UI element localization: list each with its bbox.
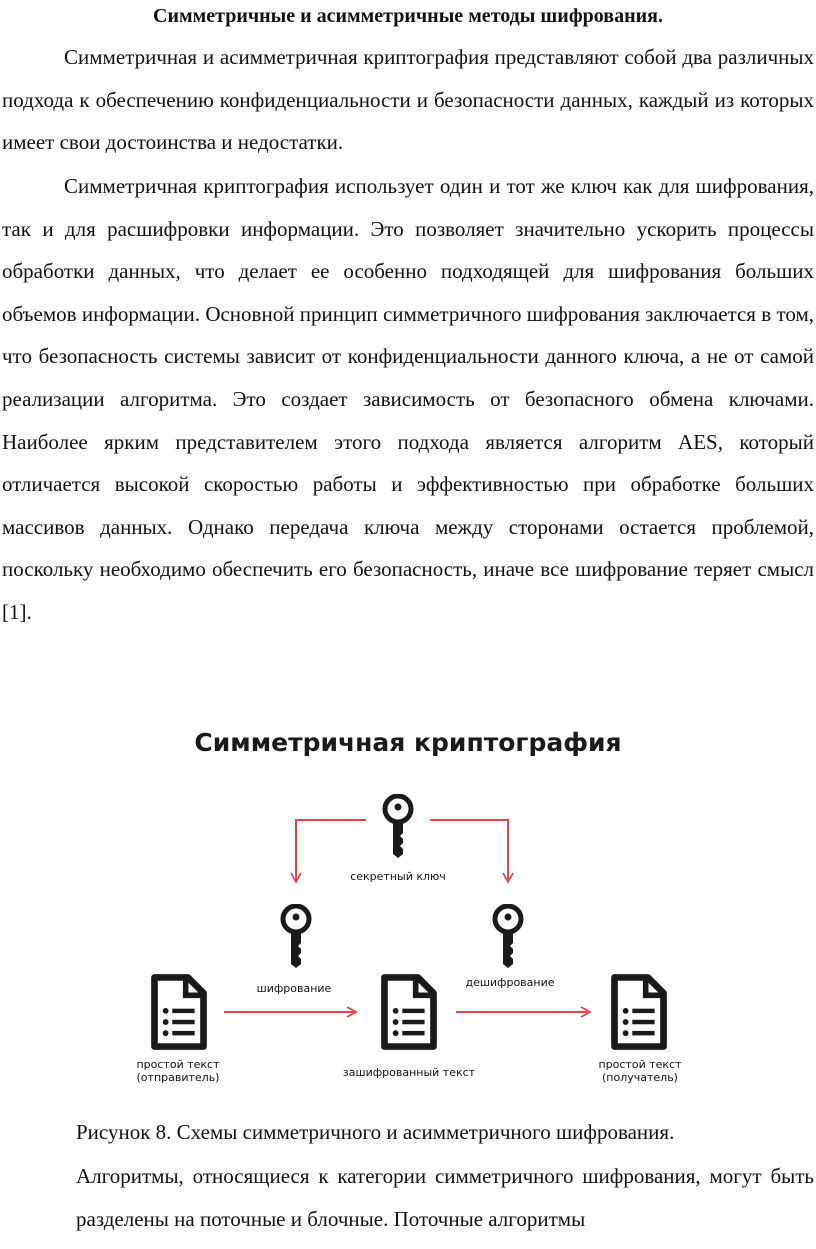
label-plaintext-sender-line1: простой текст (136, 1058, 220, 1071)
paragraph-symmetric: Симметричная криптография использует один и тот же ключ как для шифрования, так и для расшифровки информации. Это позволяет значительно ускорить процессы обработки данных, что делает ее особенно подходящей для шифрования больших объемов информации. Основной принцип симметричного шифрования заключается в том, что безопасность системы зависит от конфиденциальности данного ключа, а не от самой реализации алгоритма. Это создает зависимость от безопасного обмена ключами. Наиболее ярким представителем этого подхода является алгоритм AES, который отличается высокой скоростью работы и эффективностью при обработке больших массивов данных. Однако передача ключа между сторонами остается проблемой, поскольку необходимо обеспечить его безопасность, иначе все шифрование теряет смысл [1]. (2, 174, 814, 624)
encrypt-key-icon (283, 906, 309, 968)
symmetric-crypto-figure (0, 720, 816, 1100)
label-plaintext-receiver-line2: (получатель) (602, 1071, 678, 1084)
label-secret-key: секретный ключ (350, 870, 446, 883)
key-icon (385, 796, 411, 858)
figure-title: Симметричная криптография (194, 728, 622, 757)
label-plaintext-receiver (580, 1058, 700, 1084)
label-decryption: дешифрование (465, 976, 555, 989)
label-ciphertext: зашифрованный текст (342, 1066, 476, 1079)
paragraph-algorithms: Алгоритмы, относящиеся к категории симметричного шифрования, могут быть разделены на поточные и блочные. Поточные алгоритмы (76, 1164, 814, 1231)
label-encryption: шифрование (256, 982, 332, 995)
figure-diagram (0, 720, 816, 1100)
ciphertext-document-icon (384, 977, 433, 1046)
paragraph-intro: Симметричная и асимметричная криптография представляют собой два различных подхода к обеспечению конфиденциальности и безопасности данных, каждый из которых имеет свои достоинства и недостатки. (2, 45, 814, 155)
decrypt-key-icon (495, 906, 521, 968)
section-heading: Симметричные и асимметричные методы шифрования. (153, 5, 663, 27)
label-plaintext-receiver-line1: простой текст (598, 1058, 682, 1071)
label-plaintext-sender (118, 1058, 238, 1084)
plaintext-receiver-document-icon (614, 977, 663, 1046)
figure-caption: Рисунок 8. Схемы симметричного и асимметричного шифрования. (76, 1120, 675, 1144)
plaintext-sender-document-icon (154, 977, 203, 1046)
label-plaintext-sender-line2: (отправитель) (136, 1071, 220, 1084)
